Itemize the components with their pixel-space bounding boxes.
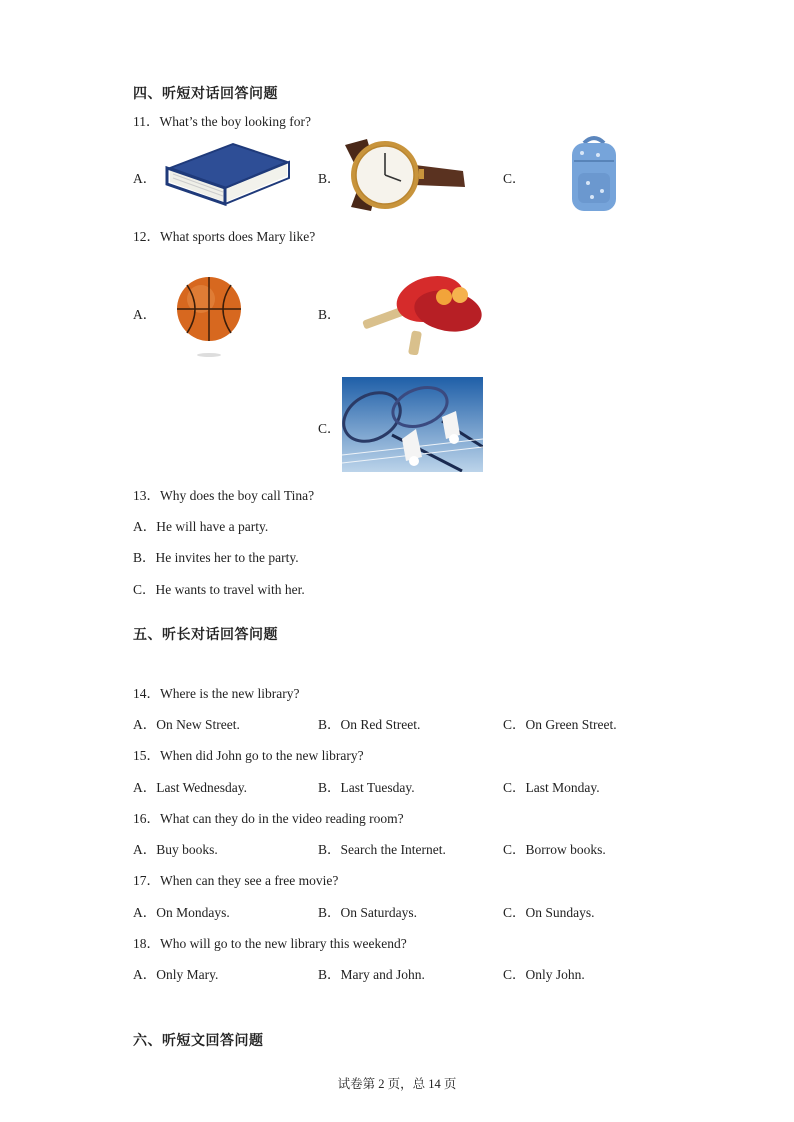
option-a: A．Buy books. (133, 842, 218, 857)
option-b: B．On Red Street. (318, 717, 421, 732)
basketball-icon (175, 275, 245, 359)
section-heading-5: 五、听长对话回答问题 (133, 628, 278, 643)
backpack-icon (568, 133, 620, 215)
page-footer: 试卷第 2 页，总 14 页 (337, 1077, 457, 1091)
option-label-c: C． (318, 421, 341, 436)
option-a: A．On Mondays. (133, 905, 230, 920)
watch-icon (345, 135, 470, 215)
option-c: C．He wants to travel with her. (133, 582, 305, 597)
option-c: C．Borrow books. (503, 842, 606, 857)
question-17: 17．When can they see a free movie? (133, 873, 339, 888)
option-b: B．He invites her to the party. (133, 550, 299, 565)
question-16: 16．What can they do in the video reading room? (133, 811, 404, 826)
option-b: B．Last Tuesday. (318, 780, 415, 795)
option-label-a: A． (133, 307, 157, 322)
option-label-c: C． (503, 171, 526, 186)
option-b: B．Search the Internet. (318, 842, 446, 857)
question-12: 12．What sports does Mary like? (133, 229, 316, 244)
option-label-b: B． (318, 307, 341, 322)
option-c: C．Last Monday. (503, 780, 600, 795)
question-15: 15．When did John go to the new library? (133, 748, 364, 763)
option-b: B．Mary and John. (318, 967, 425, 982)
option-a: A．Only Mary. (133, 967, 219, 982)
section-heading-6: 六、听短文回答问题 (133, 1034, 264, 1049)
badminton-icon (342, 377, 483, 472)
option-c: C．On Sundays. (503, 905, 595, 920)
option-a: A．Last Wednesday. (133, 780, 248, 795)
option-c: C．Only John. (503, 967, 585, 982)
section-heading-4: 四、听短对话回答问题 (133, 87, 278, 102)
option-c: C．On Green Street. (503, 717, 617, 732)
ping-pong-icon (360, 265, 485, 355)
option-label-b: B． (318, 171, 341, 186)
option-b: B．On Saturdays. (318, 905, 417, 920)
question-14: 14．Where is the new library? (133, 686, 300, 701)
option-a: A．On New Street. (133, 717, 240, 732)
book-icon (165, 138, 290, 210)
option-a: A．He will have a party. (133, 519, 269, 534)
question-18: 18．Who will go to the new library this weekend? (133, 936, 407, 951)
question-11: 11．What’s the boy looking for? (133, 114, 311, 129)
question-13: 13．Why does the boy call Tina? (133, 488, 315, 503)
option-label-a: A． (133, 171, 157, 186)
